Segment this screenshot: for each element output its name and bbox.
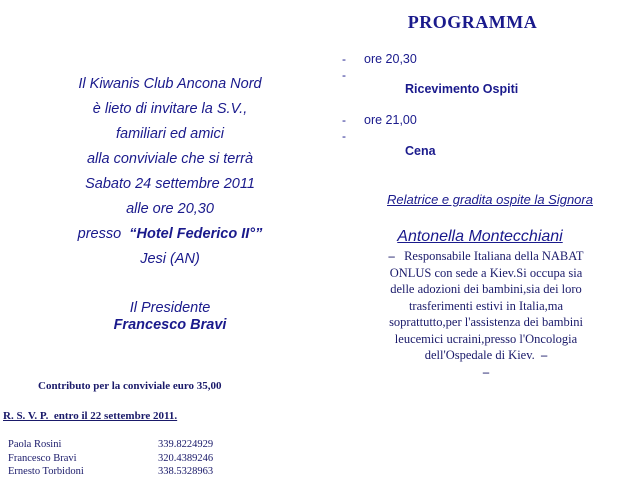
programme-event-1: Ricevimento Ospiti xyxy=(405,82,519,96)
bullet-dash: - xyxy=(342,52,346,66)
bio-dash: – xyxy=(482,364,490,379)
invite-city: Jesi (AN) xyxy=(140,251,200,267)
contact-name: Francesco Bravi xyxy=(8,452,77,464)
bullet-dash: - xyxy=(342,113,346,127)
contact-row xyxy=(8,438,213,452)
programme-item-1-time xyxy=(342,52,417,66)
invite-line-3: familiari ed amici xyxy=(116,126,224,142)
programme-title: PROGRAMMA xyxy=(407,12,538,32)
contacts-list xyxy=(8,438,213,479)
hotel-name: “Hotel Federico II°” xyxy=(129,226,263,242)
invite-line-2: è lieto di invitare la S.V., xyxy=(92,101,248,117)
bio-dash: – xyxy=(388,249,395,263)
invite-time: alle ore 20,30 xyxy=(126,201,214,217)
speaker-intro: Relatrice e gradita ospite la Signora xyxy=(387,192,593,207)
bio-line: ONLUS con sede a Kiev.Si occupa sia xyxy=(389,265,583,280)
speaker-bio xyxy=(352,248,620,380)
bullet-dash: - xyxy=(342,68,346,82)
invite-venue xyxy=(20,222,320,247)
bio-line xyxy=(352,364,620,381)
invitation-text xyxy=(20,72,320,272)
bio-line: soprattutto,per l'assistenza dei bambini xyxy=(389,315,583,329)
contribution-note: Contributo per la conviviale euro 35,00 xyxy=(38,380,222,392)
programme-event-2: Cena xyxy=(405,144,436,158)
programme-time: ore 20,30 xyxy=(364,52,417,66)
invite-line-1: Il Kiwanis Club Ancona Nord xyxy=(78,76,262,92)
programme-item-2-dash xyxy=(342,129,364,143)
programme-time: ore 21,00 xyxy=(364,113,417,127)
invite-date: Sabato 24 settembre 2011 xyxy=(85,176,255,192)
president-signature xyxy=(20,300,320,334)
contact-row xyxy=(8,465,213,479)
bio-line: delle adozioni dei bambini,sia dei loro xyxy=(390,282,582,296)
contact-phone: 339.8224929 xyxy=(158,439,214,450)
contact-phone: 338.5328963 xyxy=(158,466,214,477)
contact-phone: 320.4389246 xyxy=(158,452,214,464)
programme-item-2-time xyxy=(342,113,417,127)
president-name: Francesco Bravi xyxy=(113,317,227,333)
bio-line: trasferimenti estivi in Italia,ma xyxy=(408,298,564,313)
contact-name: Ernesto Torbidoni xyxy=(8,466,84,477)
bullet-dash: - xyxy=(342,129,346,143)
president-title: Il Presidente xyxy=(129,300,211,316)
invite-line-4: alla conviviale che si terrà xyxy=(86,151,254,167)
bio-line: dell'Ospedale di Kiev. – xyxy=(424,348,548,362)
bio-dash: – xyxy=(541,348,548,362)
rsvp-note: R. S. V. P. entro il 22 settembre 2011. xyxy=(3,410,178,422)
speaker-name: Antonella Montecchiani xyxy=(397,228,563,245)
contact-name: Paola Rosini xyxy=(8,439,62,450)
programme-item-1-dash xyxy=(342,68,364,82)
venue-prefix: presso xyxy=(77,226,130,242)
bio-line: – Responsabile Italiana della NABAT xyxy=(388,249,584,263)
contact-row xyxy=(8,452,213,466)
bio-line: leucemici ucraini,presso l'Oncologia xyxy=(394,331,578,346)
